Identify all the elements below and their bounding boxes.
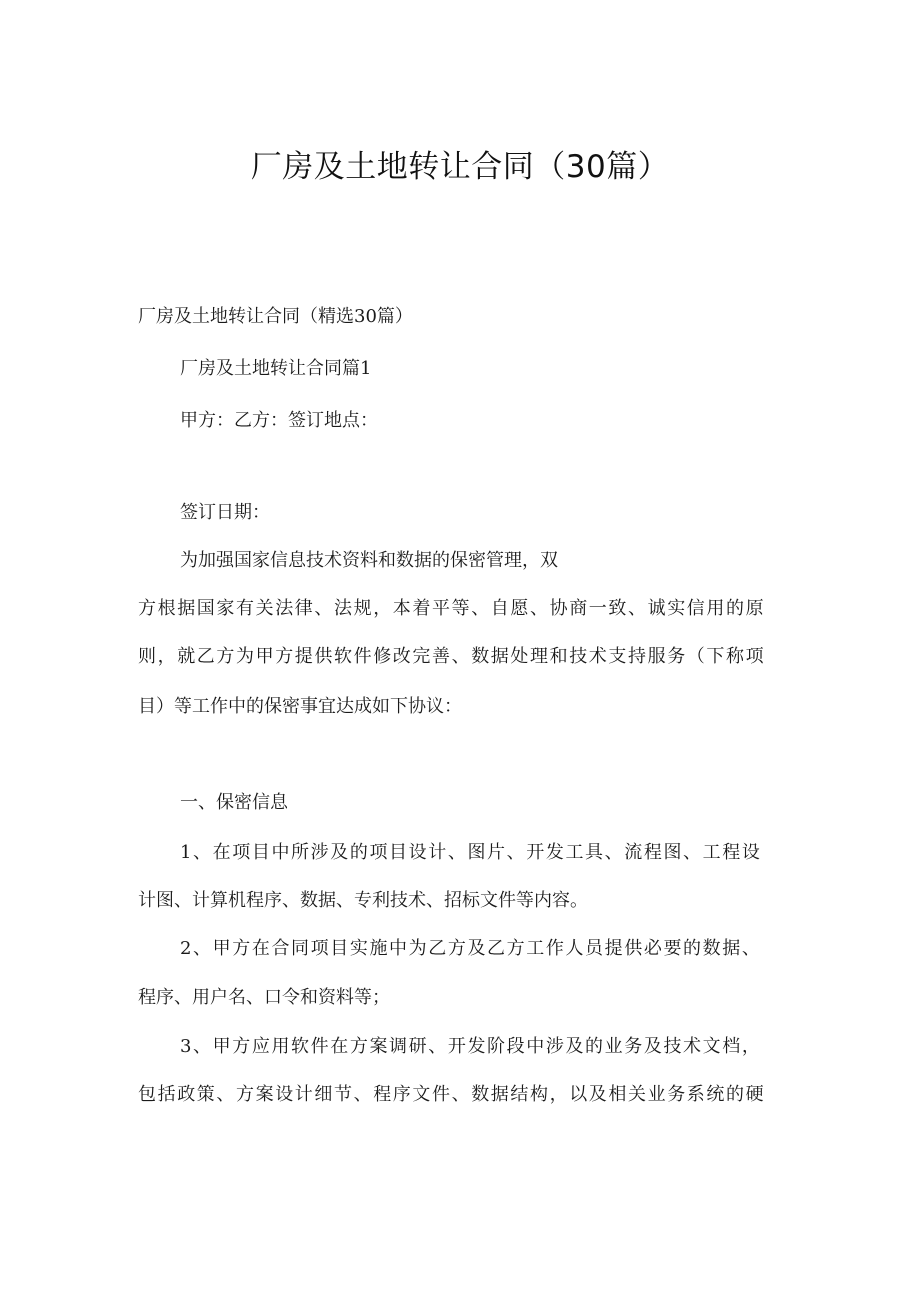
document-subtitle: 厂房及土地转让合同（精选30篇）	[138, 306, 413, 327]
document-title: 厂房及土地转让合同（30篇）	[250, 149, 670, 185]
clause-item-line: 2、甲方在合同项目实施中为乙方及乙方工作人员提供必要的数据、	[180, 938, 762, 959]
intro-paragraph-line: 为加强国家信息技术资料和数据的保密管理，双	[180, 550, 558, 571]
clause-item-line: 包括政策、方案设计细节、程序文件、数据结构，以及相关业务系统的硬	[138, 1084, 766, 1105]
clause-item-line: 3、甲方应用软件在方案调研、开发阶段中涉及的业务及技术文档，	[180, 1036, 762, 1057]
intro-paragraph-line: 目）等工作中的保密事宜达成如下协议：	[138, 696, 462, 717]
clause-item-line: 1、在项目中所涉及的项目设计、图片、开发工具、流程图、工程设	[180, 842, 762, 863]
clause-heading: 一、保密信息	[180, 792, 288, 813]
intro-paragraph-line: 则，就乙方为甲方提供软件修改完善、数据处理和技术支持服务（下称项	[138, 646, 766, 667]
intro-paragraph-line: 方根据国家有关法律、法规，本着平等、自愿、协商一致、诚实信用的原	[138, 598, 766, 619]
clause-item-line: 计图、计算机程序、数据、专利技术、招标文件等内容。	[138, 890, 588, 911]
clause-item-line: 程序、用户名、口令和资料等；	[138, 987, 390, 1008]
section-heading: 厂房及土地转让合同篇1	[180, 358, 372, 379]
parties-line: 甲方：乙方：签订地点：	[180, 410, 378, 431]
signing-date-line: 签订日期：	[180, 502, 270, 523]
